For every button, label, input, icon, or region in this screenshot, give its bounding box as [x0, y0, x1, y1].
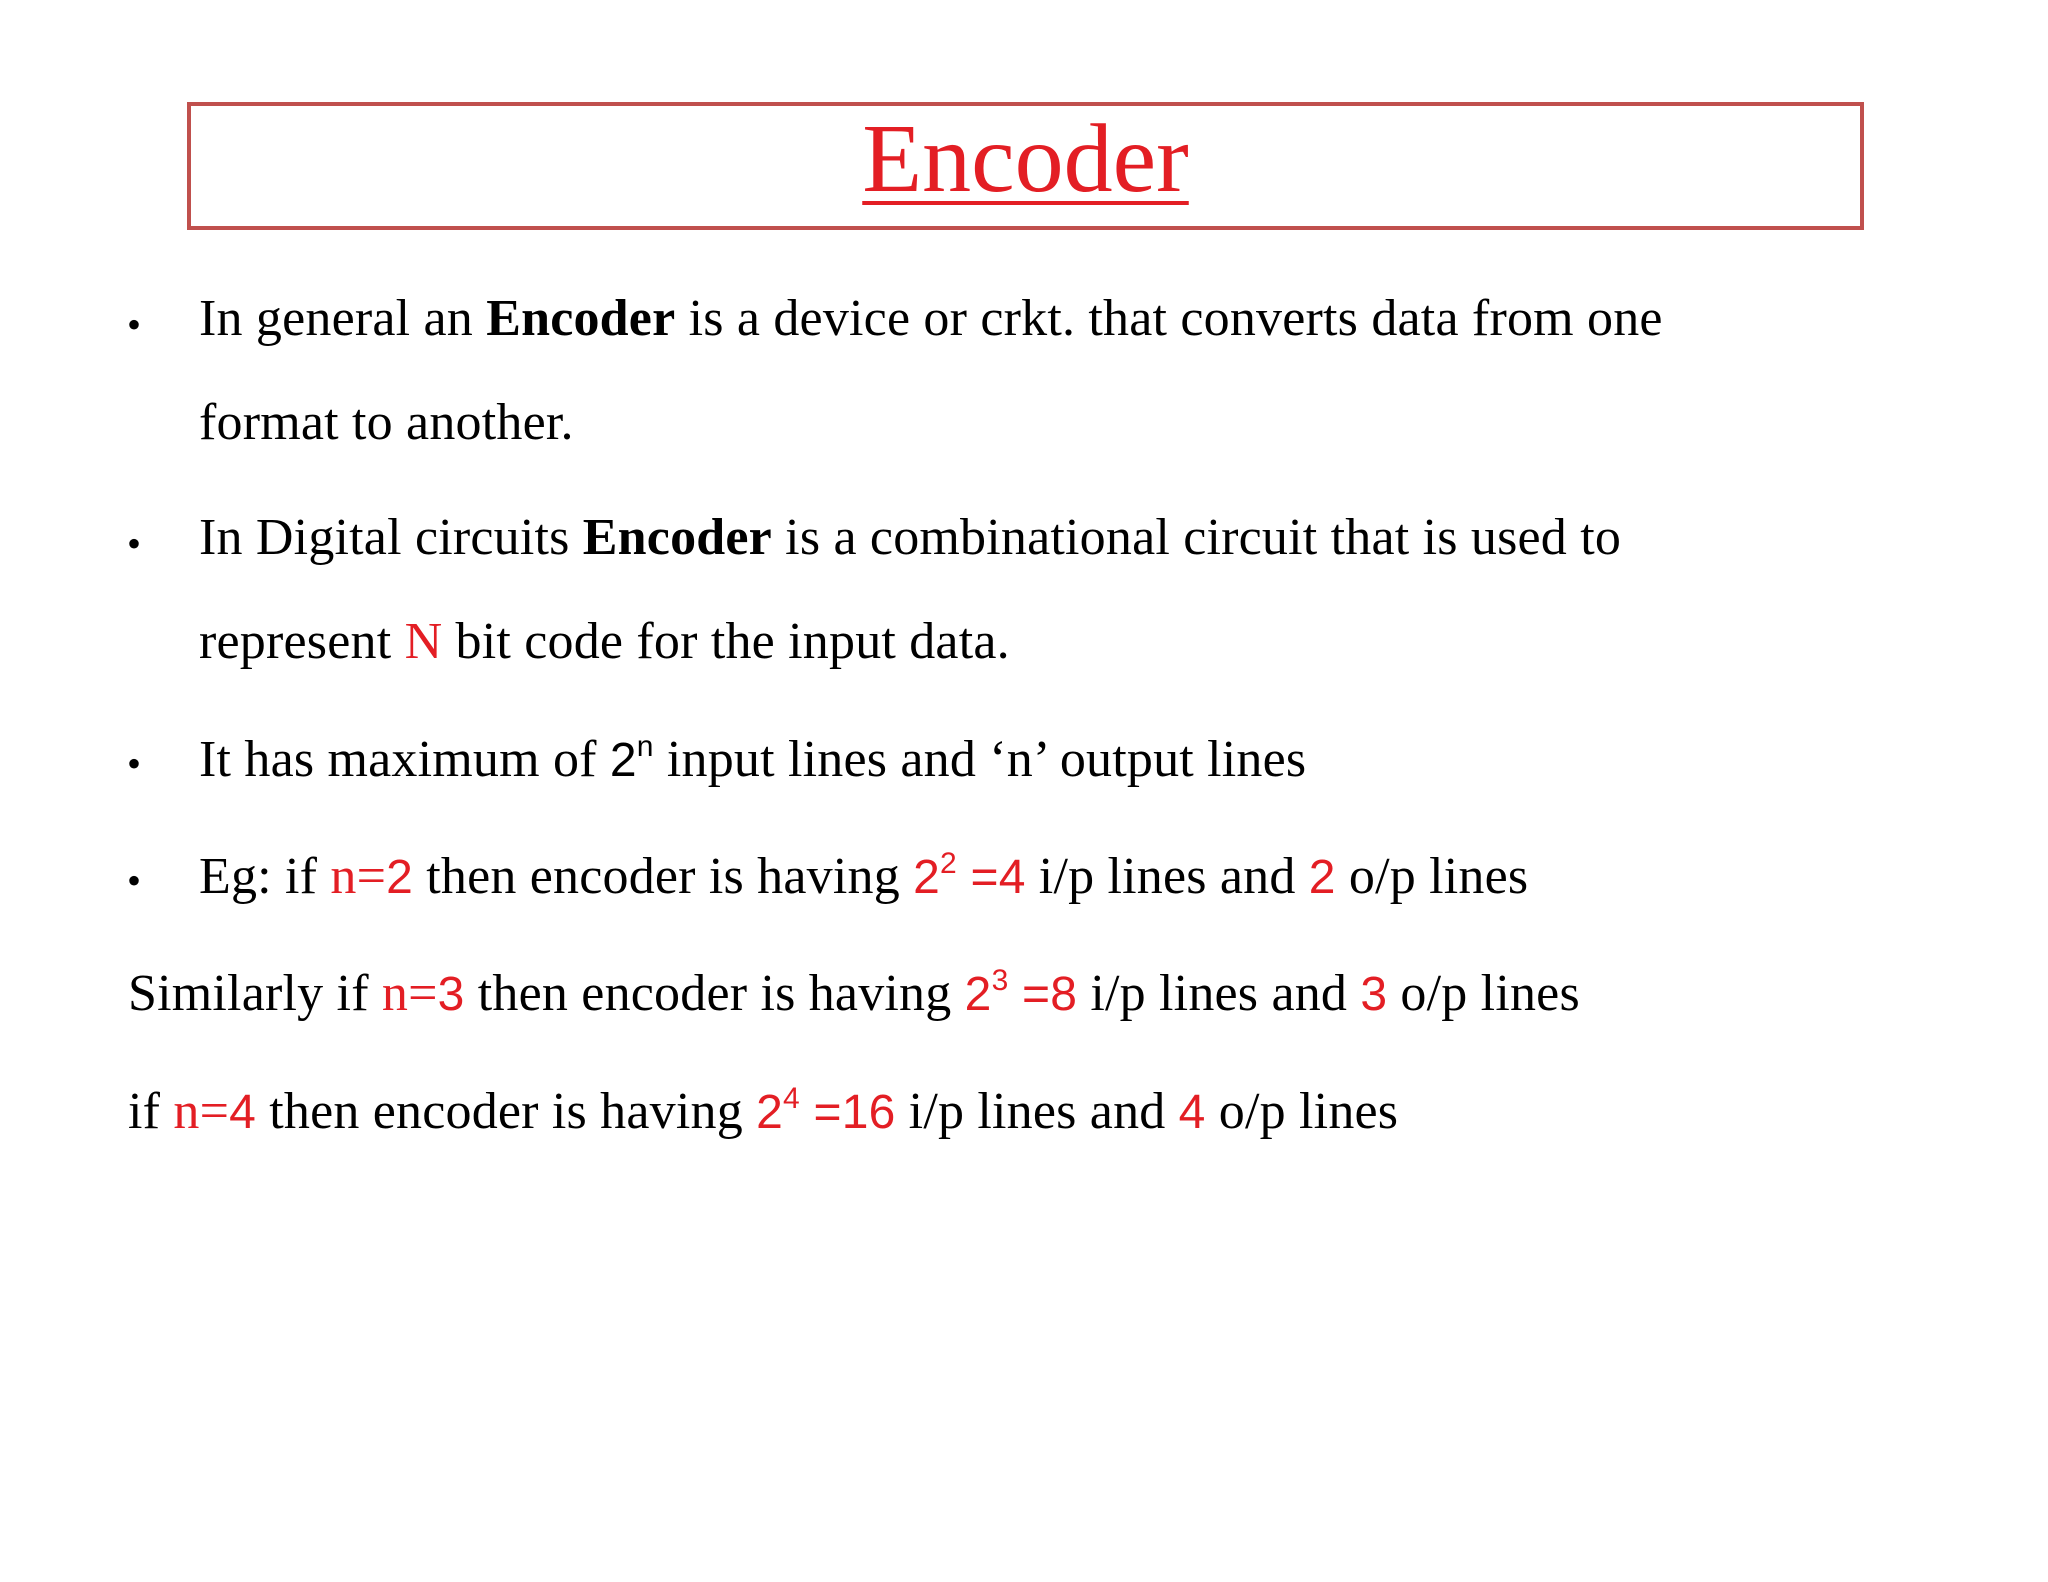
output-count: 2	[1308, 851, 1336, 904]
bullet-1-line-2: format to another.	[199, 394, 574, 451]
bullet-marker: •	[127, 741, 142, 786]
power-exponent: 2	[940, 847, 957, 880]
power-base: 2	[913, 851, 941, 904]
text-segment: is a device or crkt. that converts data from one	[675, 290, 1663, 347]
text-segment: Eg: if	[199, 848, 331, 905]
text-segment: In Digital circuits	[199, 509, 583, 566]
power-exponent: 3	[991, 964, 1009, 997]
text-segment: i/p lines and	[1025, 848, 1309, 905]
text-segment: It has maximum of	[199, 731, 610, 788]
output-count: 4	[1178, 1086, 1206, 1139]
text-segment: o/p lines	[1205, 1083, 1399, 1140]
n-value: 4	[229, 1086, 257, 1139]
bullet-4-line	[199, 849, 1528, 903]
text-segment: In general an	[199, 290, 487, 347]
output-count: 3	[1360, 968, 1388, 1021]
bullet-2-line-2	[199, 613, 1010, 670]
bold-term: Encoder	[486, 290, 676, 347]
text-segment: is a combinational circuit that is used to	[771, 509, 1622, 566]
bullet-2-line-1	[199, 509, 1622, 566]
bullet-marker: •	[127, 302, 142, 347]
power-exponent: 4	[783, 1082, 800, 1115]
power-base: 2	[756, 1086, 784, 1139]
example-line-n3	[128, 966, 1580, 1020]
bold-term: Encoder	[582, 509, 772, 566]
text-segment: then encoder is having	[413, 848, 914, 905]
n-value: 3	[437, 968, 465, 1021]
text-segment: i/p lines and	[1077, 965, 1361, 1022]
power-result: =8	[1008, 968, 1078, 1021]
highlight-n: N	[404, 613, 443, 670]
power-base: 2	[609, 734, 637, 787]
text-segment: input lines and ‘n’ output lines	[653, 731, 1307, 788]
bullet-marker: •	[127, 858, 142, 903]
bullet-3-line	[199, 732, 1306, 786]
text-segment: then encoder is having	[256, 1083, 757, 1140]
text-segment: o/p lines	[1387, 965, 1580, 1022]
n-label: n=	[381, 965, 438, 1022]
text-segment: then encoder is having	[464, 965, 965, 1022]
n-label: n=	[173, 1083, 230, 1140]
slide-title: Encoder	[862, 105, 1189, 213]
bullet-1-line-1	[199, 290, 1663, 347]
n-label: n=	[330, 848, 387, 905]
power-result: =16	[799, 1086, 896, 1139]
text-segment: o/p lines	[1335, 848, 1529, 905]
power-exponent: n	[636, 730, 654, 763]
title-box	[187, 102, 1864, 230]
bullet-marker: •	[127, 521, 142, 566]
text-segment: Similarly if	[128, 965, 382, 1022]
n-value: 2	[386, 851, 414, 904]
text-segment: bit code for the input data.	[442, 613, 1010, 670]
power-result: =4	[956, 851, 1026, 904]
power-base: 2	[964, 968, 992, 1021]
text-segment: represent	[199, 613, 405, 670]
example-line-n4	[128, 1084, 1398, 1138]
text-segment: i/p lines and	[895, 1083, 1179, 1140]
text-segment: if	[128, 1083, 174, 1140]
